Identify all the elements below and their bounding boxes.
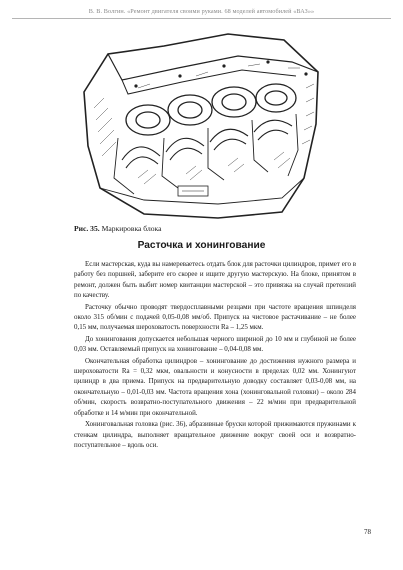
section-title: Расточка и хонингование <box>137 240 266 251</box>
header-rule <box>12 18 391 19</box>
page-number: 78 <box>364 528 371 536</box>
figure-caption-number: Рис. 35. <box>74 224 100 233</box>
running-header: В. В. Волгин. «Ремонт двигателя своими руками. 68 моделей автомобилей «ВАЗ»» <box>88 8 315 15</box>
figure-caption-text: Маркировка блока <box>99 224 162 233</box>
figure-caption <box>74 224 162 233</box>
paragraph: До хонингования допускается небольшая черного шириной до 10 мм и глубиной не более 0,03 мм. Оставляемый припуск на хонингование – 0,04-0,08 мм. <box>74 334 356 354</box>
paragraph: Хонинговальная головка (рис. 36), абразивные бруски которой прижимаются пружинами к стенкам цилиндра, выполняет вращательное движение вокруг своей оси и возвратно-поступательное – вдоль оси. <box>74 420 356 449</box>
paragraph: Расточку обычно проводят твердосплавными резцами при частоте вращения шпинделя около 315 об/мин с подачей 0,05-0,08 мм/об. Припуск на чистовое растачивание – не более 0,15 мм, получаемая шероховатость поверхности Ra – 1,25 мкм. <box>74 302 356 332</box>
engine-block-illustration <box>78 28 324 222</box>
paragraph: Если мастерская, куда вы намереваетесь отдать блок для расточки цилиндров, примет его в работу без поршней, заберите его скорее и ищите другую мастерскую. На блоке, принятом в ремонт, должен быть выбит номер квитанции мастерской – это привязка на случай претензий по качеству. <box>74 260 356 300</box>
body-text <box>74 259 356 451</box>
paragraph: Окончательная обработка цилиндров – хонингование до достижения нужного размера и шероховатости Ra = 0,32 мкм, овальности и конусности в пределах 0,02 мм. Хонингуют цилиндр в два приема. Припуск на предварительную доводку составляет 0,03-0,08 мм, на окончательную – 0,01-0,03 мм. Частота вращения хона (хонинговальной головки) – около 284 об/мин, скорость возвратно-поступательного движения – 22 м/мин при предварительной обработке и 14 м/мин при окончательной. <box>74 356 356 417</box>
